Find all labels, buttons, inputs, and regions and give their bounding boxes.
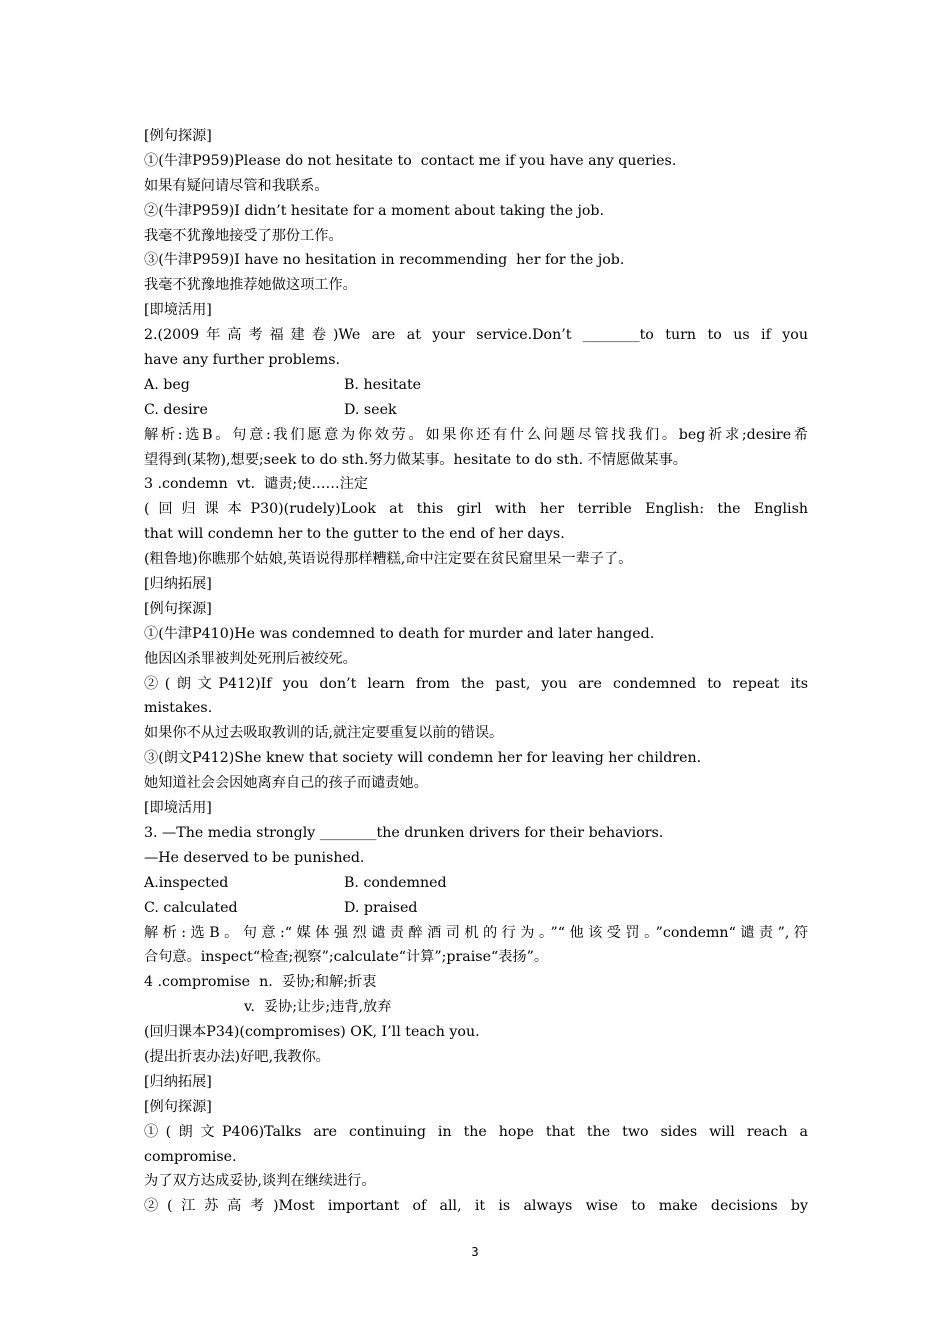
answer-options-row xyxy=(144,398,808,423)
example-translation: 他因凶杀罪被判处死刑后被绞死。 xyxy=(144,650,357,667)
section-heading: [例句探源] xyxy=(144,600,212,617)
exercise-question: 3. —The media strongly ________the drunken drivers for their behaviors. xyxy=(144,824,664,841)
option-c: C. calculated xyxy=(144,899,238,916)
option-b: B. hesitate xyxy=(344,376,422,393)
answer-options-row xyxy=(144,896,808,921)
example-sentence: ②(朗文P412)If you don’t learn from the past, you are condemned to repeat its xyxy=(144,675,808,692)
option-d: D. seek xyxy=(344,401,397,418)
example-sentence: ①(朗文P406)Talks are continuing in the hope that the two sides will reach a xyxy=(144,1123,808,1140)
option-c: C. desire xyxy=(144,401,208,418)
example-sentence: ②(江苏高考)Most important of all, it is always wise to make decisions by xyxy=(144,1198,808,1215)
example-sentence-continued: mistakes. xyxy=(144,700,213,717)
vocabulary-entry: 3 .condemn vt. 谴责;使……注定 xyxy=(144,476,369,493)
example-translation: 如果有疑问请尽管和我联系。 xyxy=(144,177,329,194)
answer-options-row xyxy=(144,373,808,398)
option-a: A. beg xyxy=(144,376,190,393)
example-translation: 为了双方达成妥协,谈判在继续进行。 xyxy=(144,1173,376,1190)
example-sentence: ①(牛津P959)Please do not hesitate to contact me if you have any queries. xyxy=(144,152,677,169)
example-translation: 我毫不犹豫地接受了那份工作。 xyxy=(144,227,343,244)
exercise-question-continued: —He deserved to be punished. xyxy=(144,849,365,866)
example-translation: 我毫不犹豫地推荐她做这项工作。 xyxy=(144,277,357,294)
textbook-sentence-continued: that will condemn her to the gutter to the end of her days. xyxy=(144,526,565,543)
textbook-sentence: (回归课本P34)(compromises) OK, I’ll teach you. xyxy=(144,1024,480,1041)
section-heading: [例句探源] xyxy=(144,128,212,144)
option-a: A.inspected xyxy=(144,874,229,891)
section-heading: [即境活用] xyxy=(144,302,212,319)
page-number: 3 xyxy=(471,1245,479,1259)
exercise-question: 2.(2009年高考福建卷)We are at your service.Don’t ________to turn to us if you xyxy=(144,327,808,344)
document-body xyxy=(144,124,808,1219)
answer-explanation: 解析:选B。句意:“媒体强烈谴责醉酒司机的行为。”“他该受罚。”condemn“谴责”,符 xyxy=(144,924,808,941)
exercise-question-continued: have any further problems. xyxy=(144,352,340,369)
option-d: D. praised xyxy=(344,899,418,916)
example-translation: 她知道社会会因她离弃自己的孩子而谴责她。 xyxy=(144,775,428,792)
textbook-translation: (提出折衷办法)好吧,我教你。 xyxy=(144,1048,330,1065)
textbook-translation: (粗鲁地)你瞧那个姑娘,英语说得那样糟糕,命中注定要在贫民窟里呆一辈子了。 xyxy=(144,551,633,568)
answer-explanation-continued: 合句意。inspect“检查;视察”;calculate“计算”;praise“表扬”。 xyxy=(144,949,549,966)
section-heading: [归纳拓展] xyxy=(144,576,212,593)
answer-explanation-continued: 望得到(某物),想要;seek to do sth.努力做某事。hesitate to do sth. 不情愿做某事。 xyxy=(144,451,687,468)
example-translation: 如果你不从过去吸取教训的话,就注定要重复以前的错误。 xyxy=(144,725,504,742)
answer-explanation: 解析:选B。句意:我们愿意为你效劳。如果你还有什么问题尽管找我们。beg祈求;desire希 xyxy=(144,426,808,443)
section-heading: [例句探源] xyxy=(144,1098,212,1115)
section-heading: [即境活用] xyxy=(144,800,212,817)
answer-options-row xyxy=(144,871,808,896)
example-sentence: ③(朗文P412)She knew that society will condemn her for leaving her children. xyxy=(144,750,702,767)
section-heading: [归纳拓展] xyxy=(144,1073,212,1090)
vocabulary-entry-verb: v. 妥协;让步;违背,放弃 xyxy=(244,999,392,1016)
option-b: B. condemned xyxy=(344,874,447,891)
example-sentence: ①(牛津P410)He was condemned to death for murder and later hanged. xyxy=(144,625,655,642)
example-sentence: ②(牛津P959)I didn’t hesitate for a moment about taking the job. xyxy=(144,202,605,219)
textbook-sentence: (回归课本P30)(rudely)Look at this girl with her terrible English: the English xyxy=(144,501,808,518)
example-sentence-continued: compromise. xyxy=(144,1148,237,1165)
vocabulary-entry: 4 .compromise n. 妥协;和解;折衷 xyxy=(144,974,377,991)
example-sentence: ③(牛津P959)I have no hesitation in recommending her for the job. xyxy=(144,252,625,269)
